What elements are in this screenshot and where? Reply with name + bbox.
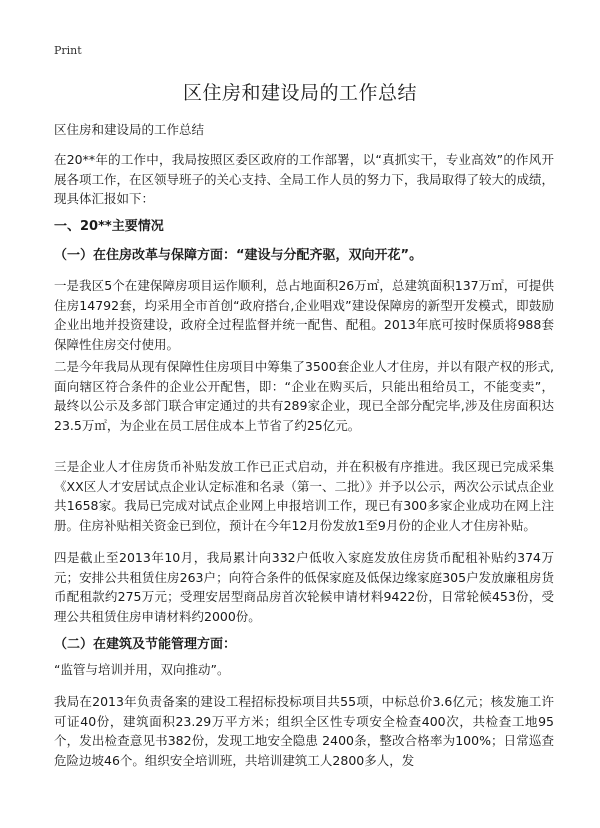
paragraph-item-3: 三是企业人才住房货币补贴发放工作已正式启动，并在积极有序推进。我区现已完成采集《XX区人才安居试点企业认定标准和名录（第一、二批）》并予以公示，两次公示试点企业共1658家。我局已完成对试点企业网上申报培训工作，现已有300多家企业成功在网上注册。住房补贴相关资金已到位，预计在今年12月份发放1至9月份的企业人才住房补贴。 <box>54 459 554 533</box>
paragraph-item-2: 二是今年我局从现有保障性住房项目中筹集了3500套企业人才住房，并以有限产权的形式,面向辖区符合条件的企业公开配售，即：“企业在购买后，只能出租给员工，不能变卖”，最终以公示及多部门联合审定通过的共有289家企业，现已全部分配完毕,涉及住房面积达23.5万㎡，为企业在员工居住成本上节省了约25亿元。 <box>54 359 554 433</box>
intro-paragraph: 在20**年的工作中，我局按照区委区政府的工作部署，以“真抓实干，专业高效”的作风开展各项工作，在区领导班子的关心支持、全局工作人员的努力下，我局取得了较大的成绩，现具体汇报如下： <box>54 152 555 206</box>
document-subtitle: 区住房和建设局的工作总结 <box>54 122 205 137</box>
section-heading-construction: （二）在建筑及节能管理方面： <box>54 637 237 652</box>
section-heading-housing-reform: （一）在住房改革与保障方面：“建设与分配齐驱，双向开花”。 <box>54 248 423 263</box>
section-heading-main: 一、20**主要情况 <box>54 219 164 234</box>
print-link[interactable]: Print <box>54 44 82 57</box>
paragraph-item-5: 我局在2013年负责备案的建设工程招标投标项目共55项，中标总价3.6亿元；核发施工许可证40份，建筑面积23.29万平方米；组织全区性专项安全检查400次，共检查工地95个，发出检查意见书382份，发现工地安全隐患 2400条，整改合格率为100%；日常巡查危险边坡46个。组织安全培训班，共培训建筑工人2800多人，发 <box>54 694 554 768</box>
paragraph-item-1: 一是我区5个在建保障房项目运作顺利，总占地面积26万㎡，总建筑面积137万㎡，可提供住房14792套，均采用全市首创“政府搭台,企业唱戏”建设保障房的新型开发模式，即鼓励企业出地并投资建设，政府全过程监督并统一配售、配租。2013年底可按时保质将988套保障性住房交付使用。 <box>54 278 554 352</box>
paragraph-item-4: 四是截止至2013年10月，我局累计向332户低收入家庭发放住房货币配租补贴约374万元；安排公共租赁住房263户；向符合条件的低保家庭及低保边缘家庭305户发放廉租房货币配租款约275万元；受理安居型商品房首次轮候申请材料9422份，日常轮候453份，受理公共租赁住房申请材料约2000份。 <box>54 550 554 624</box>
paragraph-slogan: “监管与培训并用，双向推动”。 <box>54 662 230 677</box>
document-title: 区住房和建设局的工作总结 <box>182 82 417 104</box>
